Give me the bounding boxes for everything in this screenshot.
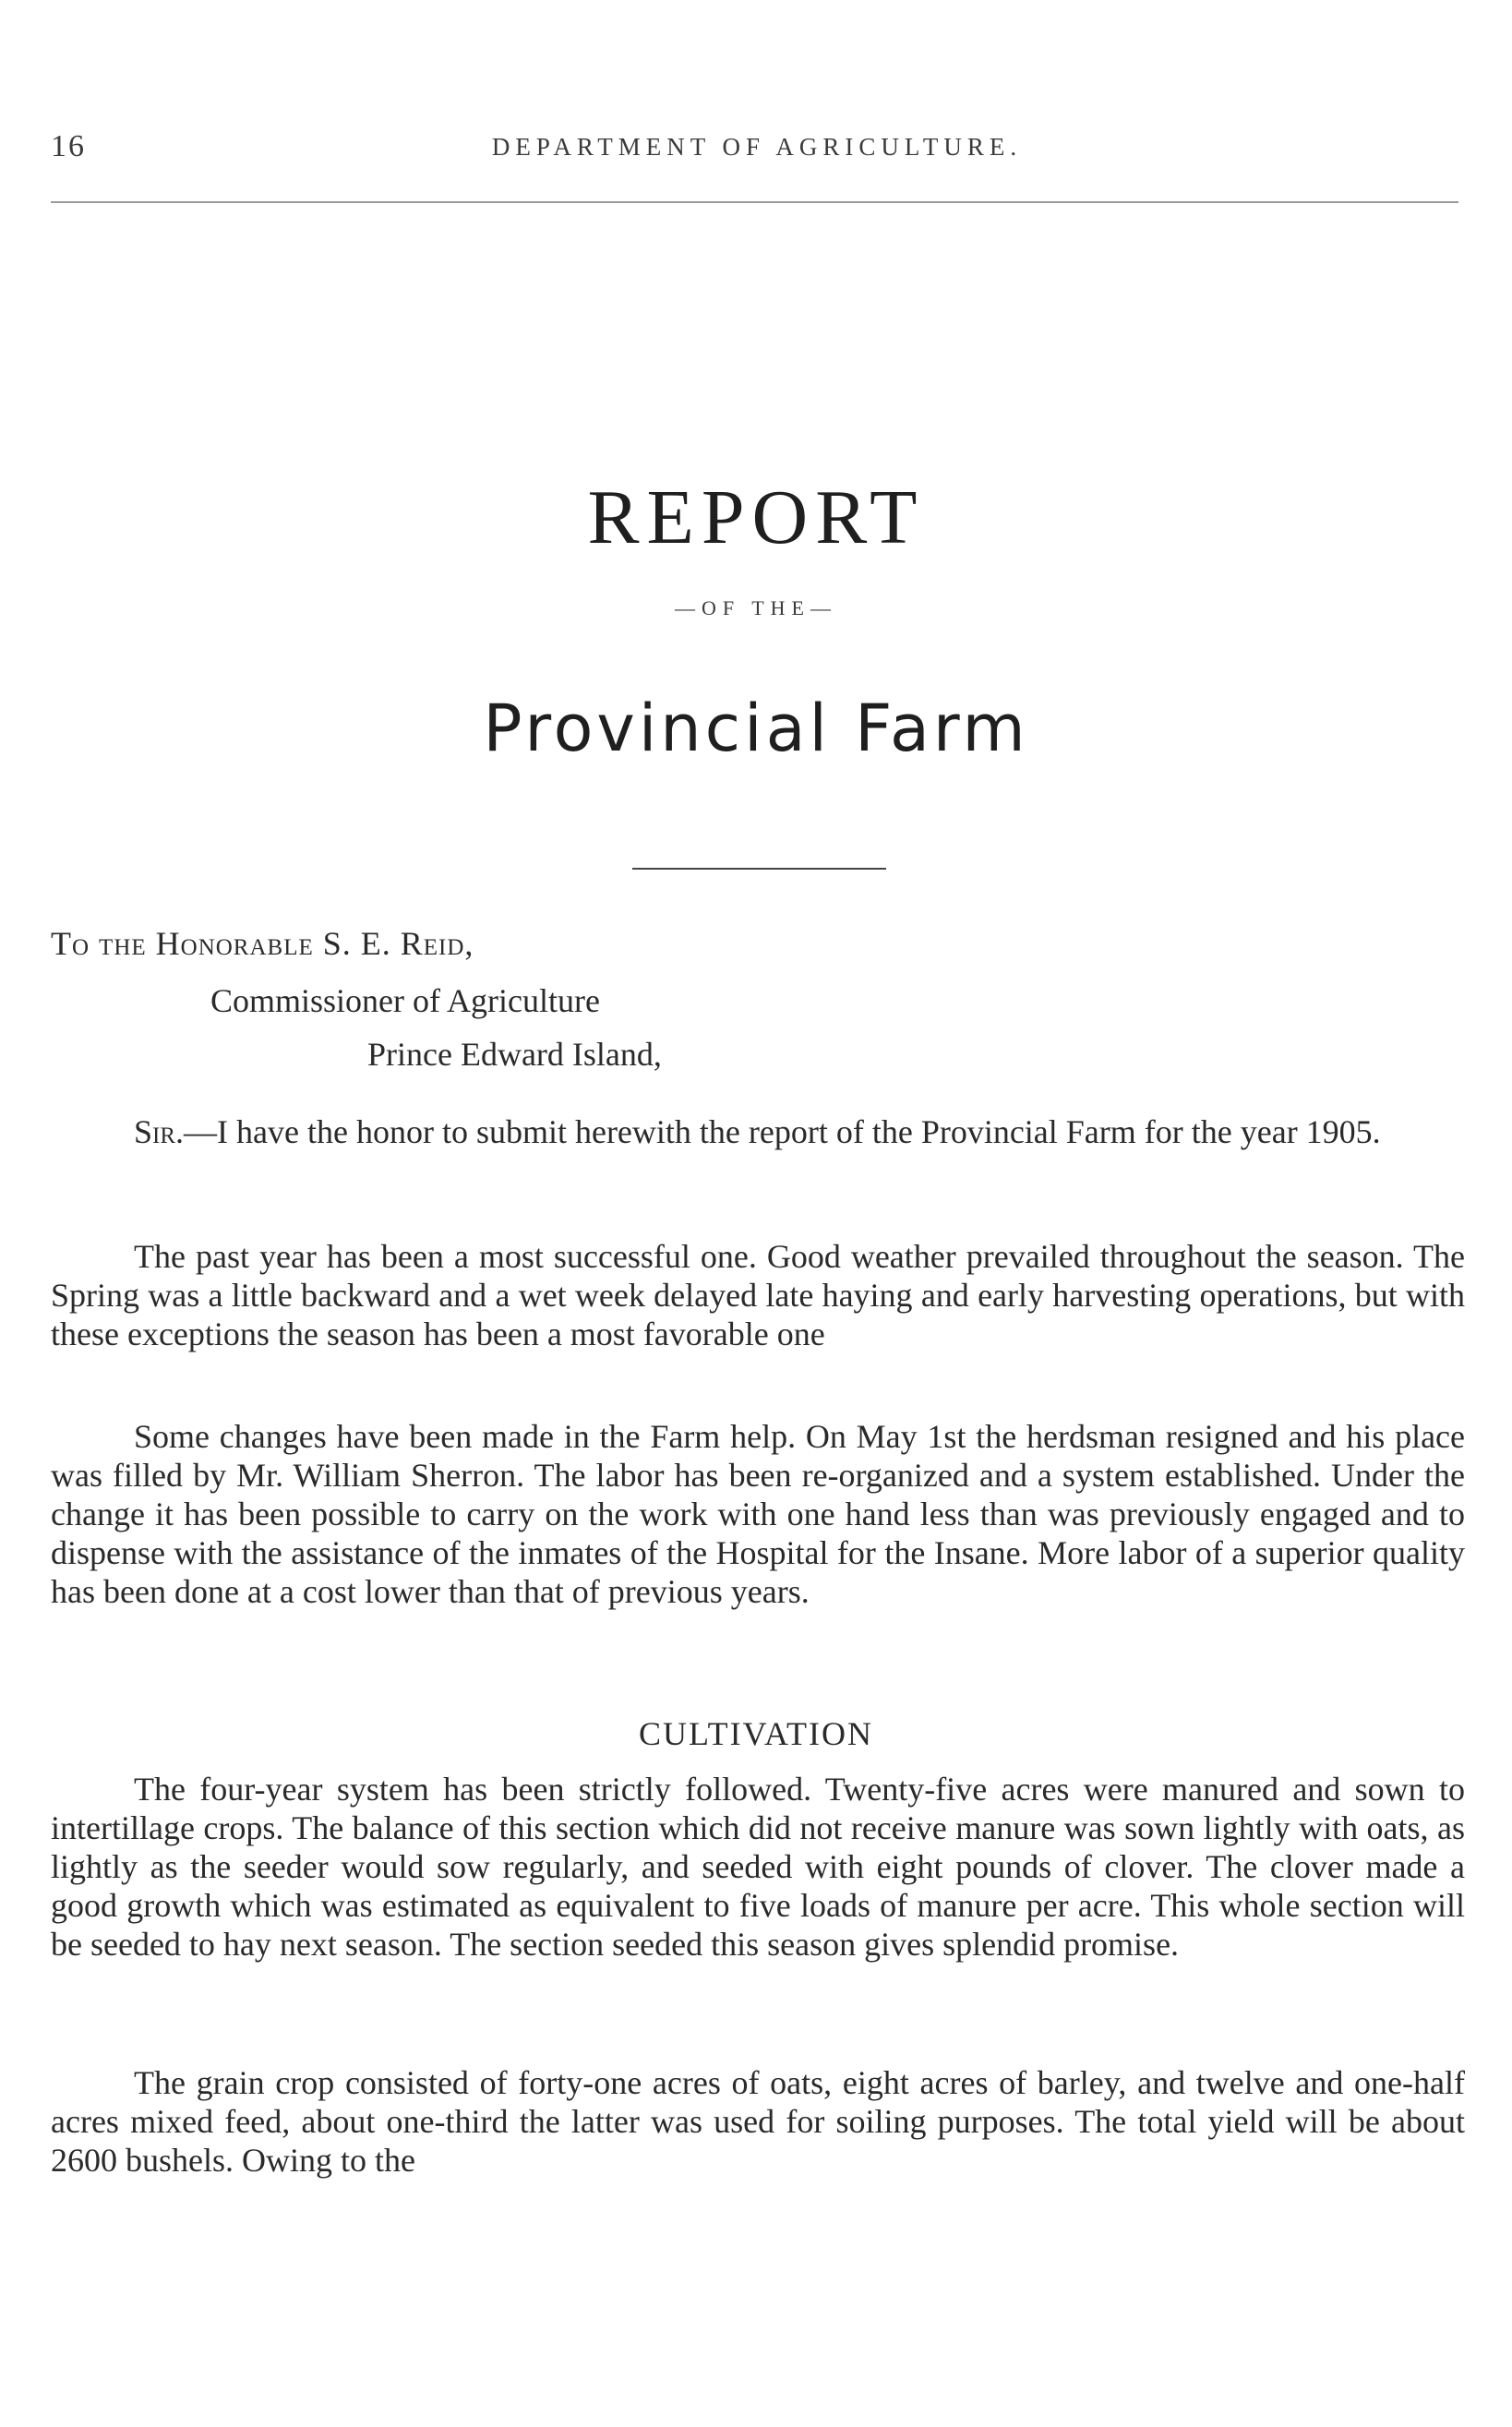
paragraph-cultivation: [51, 1770, 1465, 1964]
paragraph-farm-help-text: Some changes have been made in the Farm help. On May 1st the herdsman resigned and his place was filled by Mr. William Sherron. The labor has been re-organized and a system established. Under the change it has been possible to carry on the work with one hand less than was previously engaged and to dispense with the assistance of the inmates of the Hospital for the Insane. More labor of a superior quality has been done at a cost lower than that of previous years.: [51, 1418, 1465, 1610]
running-head: [51, 129, 1463, 166]
paragraph-grain-crop-text: The grain crop consisted of forty-one acres of oats, eight acres of barley, and twelve and one-half acres mixed feed, about one-third the latter was used for soiling purposes. The total yield will be about 2600 bushels. Owing to the: [51, 2064, 1465, 2179]
salutation-word: Sir.: [134, 1113, 185, 1150]
paragraph-season: [51, 1237, 1465, 1353]
paragraph-cultivation-text: The four-year system has been strictly followed. Twenty-five acres were manured and sown to intertillage crops. The balance of this section which did not receive manure was sown lightly with oats, as lightly as the seeder would sow regularly, and seeded with eight pounds of clover. The clover made a good growth which was estimated as equivalent to five loads of manure per acre. This whole section will be seeded to hay next season. The section seeded this season gives splendid promise.: [51, 1771, 1465, 1963]
section-heading-cultivation: CULTIVATION: [638, 1715, 873, 1752]
title-divider: [632, 868, 886, 870]
report-subject-title: Provincial Farm: [483, 691, 1029, 766]
paragraph-grain-crop: [51, 2063, 1465, 2180]
paragraph-salutation: [51, 1112, 1465, 1151]
page-number: 16: [51, 129, 86, 163]
paragraph-farm-help: [51, 1417, 1465, 1611]
report-title: REPORT: [587, 475, 925, 560]
running-title: DEPARTMENT OF AGRICULTURE.: [491, 133, 1023, 161]
address-office-text: Commissioner of Agriculture: [210, 982, 600, 1019]
salutation-text: —I have the honor to submit herewith the report of the Provincial Farm for the year 1905.: [184, 1113, 1381, 1150]
address-place-text: Prince Edward Island,: [367, 1036, 662, 1073]
address-recipient-text: To the Honorable S. E. Reid,: [51, 925, 474, 962]
report-title-connector: —OF THE—: [675, 596, 837, 619]
header-divider: [51, 201, 1458, 203]
paragraph-season-text: The past year has been a most successful one. Good weather prevailed throughout the season. The Spring was a little backward and a wet week delayed late haying and early harvesting operations, but with these exceptions the season has been a most favorable one: [51, 1238, 1465, 1352]
